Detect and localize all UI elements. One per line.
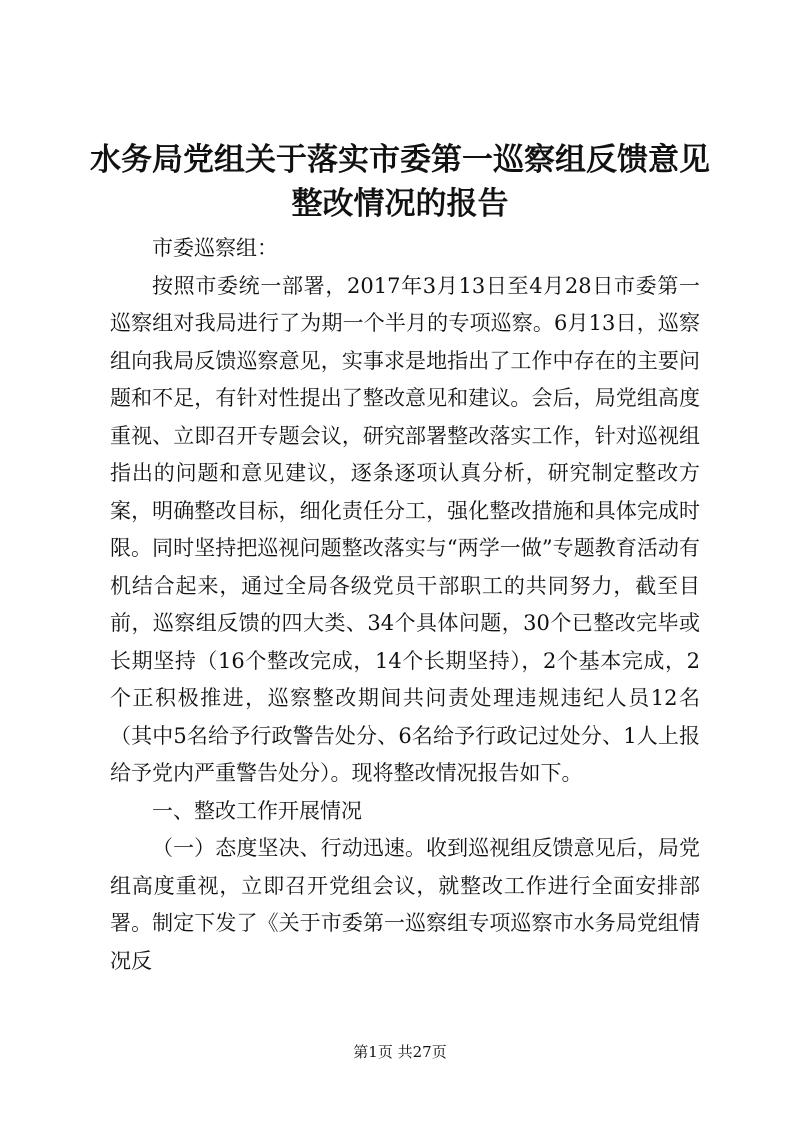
salutation: 市委巡察组： [152, 236, 278, 260]
document-title-line-1: 水务局党组关于落实市委第一巡察组反馈意见 [90, 142, 710, 178]
paragraph-intro: 按照市委统一部署，2017年3月13日至4月28日市委第一巡察组对我局进行了为期一个半月的专项巡察。6月13日，巡察组向我局反馈巡察意见，实事求是地指出了工作中存在的主要问题和不足，有针对性提出了整改意见和建议。会后，局党组高度重视、立即召开专题会议，研究部署整改落实工作，针对巡视组指出的问题和意见建议，逐条逐项认真分析，研究制定整改方案，明确整改目标，细化责任分工，强化整改措施和具体完成时限。同时坚持把巡视问题整改落实与“两学一做”专题教育活动有机结合起来，通过全局各级党员干部职工的共同努力，截至目前，巡察组反馈的四大类、34个具体问题，30个已整改完毕或长期坚持（16个整改完成，14个长期坚持），2个基本完成，2个正积极推进，巡察整改期间共问责处理违规违纪人员12名（其中5名给予行政警告处分、6名给予行政记过处分、1人上报给予党内严重警告处分）。现将整改情况报告如下。 [110, 273, 700, 785]
page-footer: 第1页 共27页 [353, 1043, 447, 1061]
document-body [110, 230, 700, 980]
paragraph-section-1-1: （一）态度坚决、行动迅速。收到巡视组反馈意见后，局党组高度重视，立即召开党组会议，就整改工作进行全面安排部署。制定下发了《关于市委第一巡察组专项巡察市水务局党组情况反 [110, 836, 700, 973]
section-heading-1: 一、整改工作开展情况 [152, 798, 362, 823]
document-title-line-2: 整改情况的报告 [291, 186, 509, 222]
